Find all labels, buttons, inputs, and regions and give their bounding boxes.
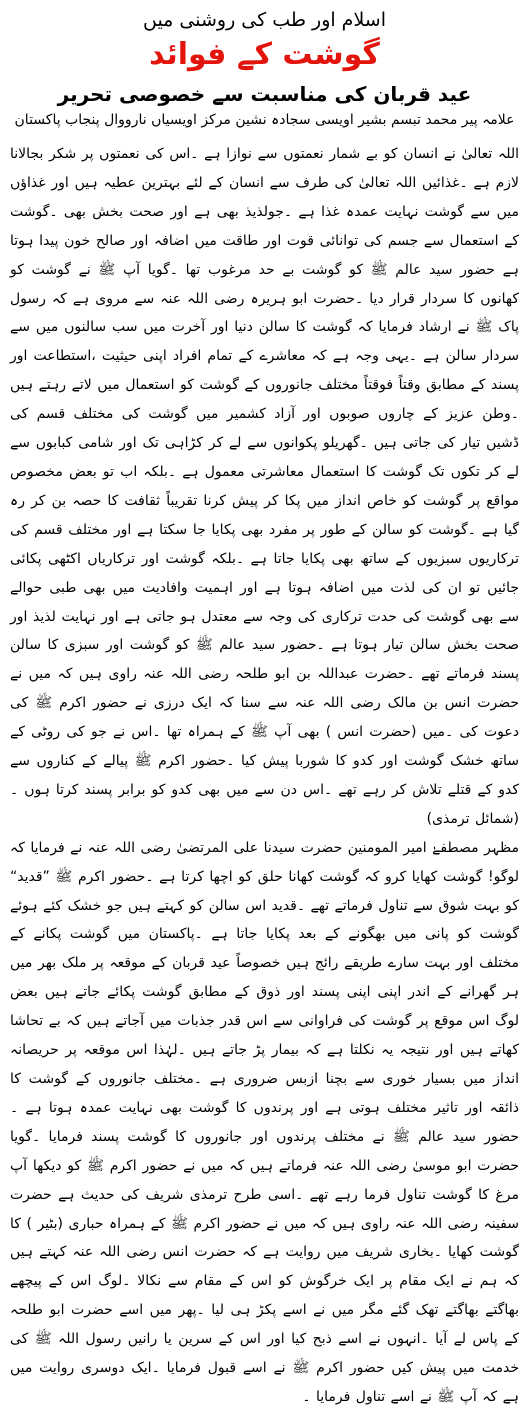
article-body — [10, 140, 519, 1412]
article-title: گوشت کے فوائد — [149, 37, 380, 72]
article-author: علامہ پیر محمد تبسم بشیر اویسی سجادہ نشین مرکز اویسیاں نارووال پنجاب پاکستان — [14, 112, 515, 128]
article-kicker: اسلام اور طب کی روشنی میں — [142, 9, 386, 31]
body-paragraph-1: اللہ تعالیٰ نے انسان کو بے شمار نعمتوں سے نوازا ہے ۔اس کی نعمتوں پر شکر بجالانا لازم ہے ۔غذائیں اللہ تعالیٰ کی طرف سے انسان کے لئے بہترین عطیہ ہیں اور غذاؤں میں سے گوشت نہایت عمدہ غذا ہے ۔جولذیذ بھی ہے اور صحت بخش بھی ۔گوشت کے استعمال سے جسم کی توانائی قوت اور طاقت میں اضافہ اور صالح خون پیدا ہوتا ہے حضور سید عالم ﷺ کو گوشت بے حد مرغوب تھا ۔گویا آپ ﷺ نے گوشت کو کھانوں کا سردار قرار دیا ۔حضرت ابو ہریرہ رضی اللہ عنہ سے مروی ہے کہ رسول پاک ﷺ نے ارشاد فرمایا کہ گوشت کا سالن دنیا اور آخرت میں سب سالنوں میں سے سردار سالن ہے ۔یہی وجہ ہے کہ معاشرے کے تمام افراد اپنی حیثیت ،استطاعت اور پسند کے مطابق وقتاً فوقتاً مختلف جانوروں کے گوشت کو استعمال میں لاتے رہتے ہیں ۔وطن عزیز کے چاروں صوبوں اور آزاد کشمیر میں گوشت کی مختلف قسم کی ڈشیں تیار کی جاتی ہیں ۔گھریلو پکوانوں سے لے کر کڑاہی تک اور شامی کبابوں سے لے کر تکوں تک گوشت کا استعمال معاشرتی معمول ہے ۔بلکہ اب تو بعض مخصوص مواقع پر گوشت کو خاص انداز میں پکا کر پیش کرنا تقریباً ثقافت کا حصہ بن کر رہ گیا ہے ۔گوشت کو سالن کے طور پر مفرد بھی پکایا جا سکتا ہے اور مختلف قسم کی ترکاریوں سبزیوں کے ساتھ بھی پکایا جاتا ہے ۔بلکہ گوشت اور ترکاریاں اکٹھی پکائی جائیں تو ان کی لذت میں اضافہ ہوتا ہے اور اہمیت وافادیت میں بھی طبی حوالے سے بھی گوشت کی حدت ترکاری کی وجہ سے معتدل ہو جاتی ہے اور نہایت لذیذ اور صحت بخش سالن تیار ہوتا ہے ۔حضور سید عالم ﷺ کو گوشت اور سبزی کا سالن پسند فرماتے تھے ۔حضرت عبداللہ بن ابو طلحہ رضی اللہ عنہ راوی ہیں کہ میں نے حضرت انس بن مالک رضی اللہ عنہ سے سنا کہ ایک درزی نے حضور اکرم ﷺ کی دعوت کی ۔میں (حضرت انس ) بھی آپ ﷺ کے ہمراہ تھا ۔اس نے جو کی روٹی کے ساتھ خشک گوشت اور کدو کا شوربا پیش کیا ۔حضور اکرم ﷺ پیالے کے کناروں سے کدو کے قتلے تلاش کر رہے تھے ۔اس دن سے میں بھی کدو کو برابر پسند کرتا ہوں ۔(شمائل ترمذی) — [10, 146, 519, 827]
body-paragraph-2: مظہر مصطفےٰ امیر المومنین حضرت سیدنا علی المرتضیٰ رضی اللہ عنہ نے فرمایا کہ لوگو! گوشت کھایا کرو کہ گوشت کھانا حلق کو اچھا کرتا ہے ۔حضور اکرم ﷺ ”قدید“ کو بہت شوق سے تناول فرماتے تھے ۔قدید اس سالن کو کہتے ہیں جو خشک کئے ہوئے گوشت کو پانی میں بھگونے کے بعد پکایا جاتا ہے ۔پاکستان میں گوشت پکانے کے مختلف اور بہت سارے طریقے رائج ہیں خصوصاً عید قربان کے موقعہ پر ملک بھر میں ہر گھرانے کے اندر اپنی اپنی پسند اور ذوق کے مطابق گوشت پکائے جاتے ہیں بعض لوگ اس موقع پر گوشت کی فراوانی سے اس قدر جذبات میں آجاتے ہیں کہ بے تحاشا کھاتے ہیں اور نتیجہ یہ نکلتا ہے کہ بیمار پڑ جاتے ہیں ۔لہٰذا اس موقعہ پر حریصانہ انداز میں بسیار خوری سے بچنا ازبس ضروری ہے ۔مختلف جانوروں کے گوشت کا ذائقہ اور تاثیر مختلف ہوتی ہے اور پرندوں کا گوشت بھی نہایت عمدہ ہوتا ہے ۔حضور سید عالم ﷺ نے مختلف پرندوں اور جانوروں کا گوشت پسند فرمایا ۔گویا حضرت ابو موسیٰ رضی اللہ عنہ فرماتے ہیں کہ میں نے حضور اکرم ﷺ کو دیکھا آپ مرغ کا گوشت تناول فرما رہے تھے ۔اسی طرح ترمذی شریف کی حدیث ہے حضرت سفینہ رضی اللہ عنہ راوی ہیں کہ میں نے حضور اکرم ﷺ کے ہمراہ حباری (بٹیر ) کا گوشت کھایا ۔بخاری شریف میں روایت ہے کہ حضرت انس رضی اللہ عنہ کہتے ہیں کہ ہم نے ایک مقام پر ایک خرگوش کو اس کے مقام سے نکالا ۔لوگ اس کے پیچھے بھاگتے بھاگتے تھک گئے مگر میں نے اسے پکڑ ہی لیا ۔پھر میں اسے حضرت ابو طلحہ کے پاس لے آیا ۔انہوں نے اسے ذبح کیا اور اس کے سرین یا رانیں رسول اللہ ﷺ کی خدمت میں پیش کیں حضور اکرم ﷺ نے اسے قبول فرمایا ۔ایک دوسری روایت میں ہے کہ آپ ﷺ نے اسے تناول فرمایا ۔ — [10, 839, 519, 1405]
article-subtitle: عید قربان کی مناسبت سے خصوصی تحریر — [57, 82, 472, 106]
